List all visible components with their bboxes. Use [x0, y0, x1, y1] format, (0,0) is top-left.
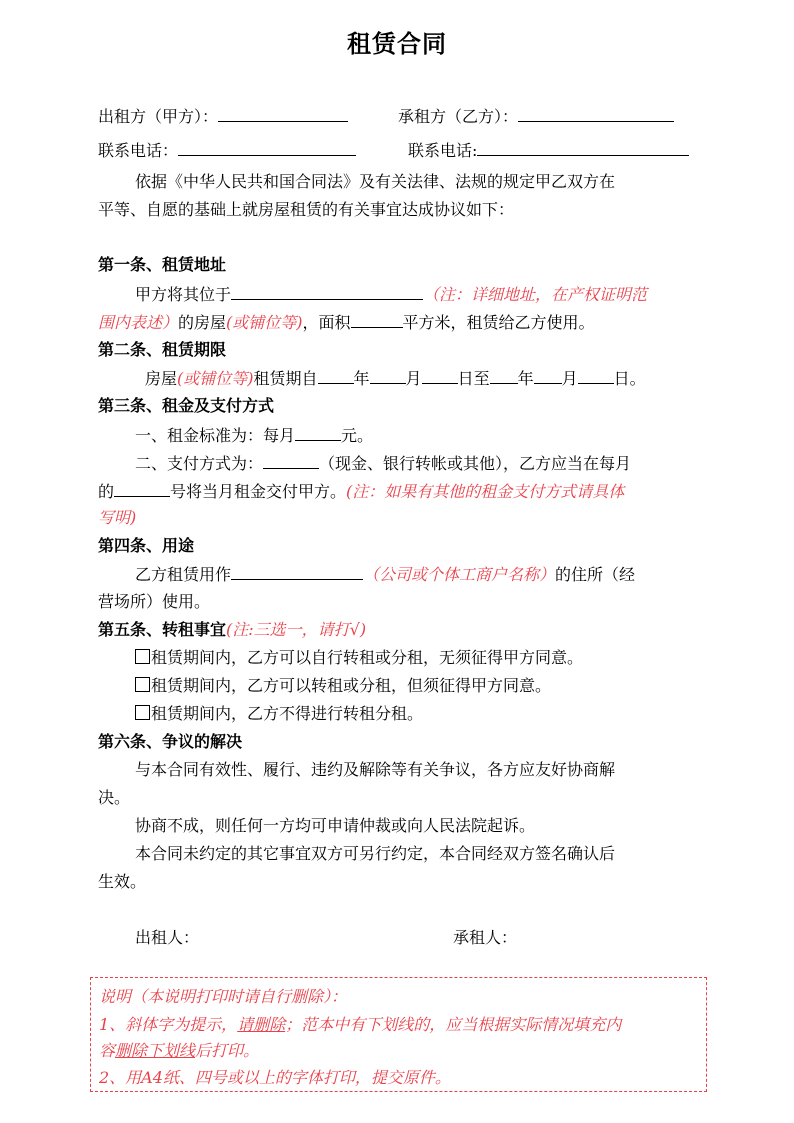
sublet-option-2 — [135, 675, 551, 697]
lessor-signature: 出租人： — [135, 928, 200, 947]
end-year-field[interactable] — [490, 367, 518, 384]
article3-note-cont: 写明) — [98, 508, 137, 527]
year-label-1: 年 — [353, 369, 370, 388]
notice-line-1 — [99, 1014, 621, 1036]
sublet-option-3-label: 租赁期间内，乙方不得进行转租分租。 — [151, 704, 424, 723]
payment-day-prefix: 的 — [98, 482, 115, 501]
article3-line-1 — [135, 424, 373, 447]
lessee-phone-field[interactable] — [477, 139, 689, 156]
article2-note: (或铺位等) — [177, 369, 254, 388]
sublet-option-3 — [135, 703, 423, 725]
end-day-field[interactable] — [578, 367, 614, 384]
lessee-signature: 承租人： — [453, 928, 518, 947]
month-label-1: 月 — [405, 369, 422, 388]
lessee-row — [398, 105, 674, 128]
lessor-phone-field[interactable] — [178, 139, 356, 156]
day-label-2: 日。 — [613, 369, 646, 388]
article1-note2: (或铺位等) — [226, 313, 303, 332]
notice-line-3: 2、用A4纸、四号或以上的字体打印，提交原件。 — [99, 1068, 451, 1087]
payment-day-desc: 号将当月租金交付甲方。 — [170, 482, 347, 501]
sublet-option-1-label: 租赁期间内，乙方可以自行转租或分租，无须征得甲方同意。 — [151, 648, 584, 667]
notice-2-underlined: 删除下划线 — [115, 1041, 196, 1060]
notice-2-b: 后打印。 — [195, 1041, 260, 1060]
article3-note: (注：如果有其他的租金支付方式请具体 — [346, 482, 625, 501]
article1-line-2 — [98, 311, 595, 334]
checkbox-option-3[interactable] — [135, 705, 150, 720]
usage-desc: 的住所（经 — [555, 565, 636, 584]
article3-heading: 第三条、租金及支付方式 — [98, 396, 275, 415]
year-label-2: 年 — [517, 369, 534, 388]
article6-p3-line-1: 本合同未约定的其它事宜双方可另行约定，本合同经双方签名确认后 — [135, 844, 616, 863]
article1-house: 的房屋 — [178, 313, 227, 332]
rent-label: 一、租金标准为：每月 — [135, 426, 296, 445]
article6-p1-line-1: 与本合同有效性、履行、违约及解除等有关争议，各方应友好协商解 — [135, 760, 616, 779]
month-label-2: 月 — [561, 369, 578, 388]
start-day-field[interactable] — [422, 367, 458, 384]
article4-line-2: 营场所）使用。 — [98, 592, 211, 611]
lessor-label: 出租方（甲方）： — [98, 107, 219, 126]
rent-amount-field[interactable] — [295, 424, 341, 441]
print-notice-box — [90, 977, 707, 1092]
article4-note: （公司或个体工商户名称） — [363, 565, 556, 584]
article2-period-label: 租赁期自 — [253, 369, 318, 388]
sublet-option-1 — [135, 647, 583, 669]
checkbox-option-2[interactable] — [135, 677, 150, 692]
payment-method-field[interactable] — [263, 452, 319, 469]
article3-line-3 — [98, 480, 624, 503]
lessor-name-field[interactable] — [218, 105, 348, 122]
checkbox-option-1[interactable] — [135, 649, 150, 664]
lessor-phone-row — [98, 139, 356, 162]
article1-prefix: 甲方将其位于 — [135, 285, 232, 304]
article1-note-cont: 围内表述） — [98, 313, 179, 332]
lessee-phone-row — [408, 139, 689, 162]
sublet-option-2-label: 租赁期间内，乙方可以转租或分租，但须征得甲方同意。 — [151, 676, 552, 695]
article5-heading: 第五条、转租事宜 — [98, 620, 227, 639]
end-month-field[interactable] — [534, 367, 562, 384]
notice-1-b: ；范本中有下划线的，应当根据实际情况填充内 — [285, 1015, 622, 1034]
article1-line-1 — [135, 283, 647, 306]
lessee-label: 承租方（乙方）： — [398, 107, 519, 126]
article3-line-2 — [135, 452, 631, 475]
article1-note: （注：详细地址，在产权证明范 — [423, 285, 648, 304]
article5-heading-row — [98, 619, 366, 641]
article2-line — [145, 367, 646, 390]
lessee-phone-label: 联系电话: — [408, 141, 478, 160]
article1-heading: 第一条、租赁地址 — [98, 255, 227, 274]
notice-1-underlined: 请删除 — [237, 1015, 286, 1034]
lessor-phone-label: 联系电话： — [98, 141, 179, 160]
article6-p2: 协商不成，则任何一方均可申请仲裁或向人民法院起诉。 — [135, 816, 536, 835]
intro-line-2: 平等、自愿的基础上就房屋租赁的有关事宜达成协议如下： — [98, 200, 515, 219]
notice-1-a: 1、斜体字为提示， — [99, 1015, 238, 1034]
article6-heading: 第六条、争议的解决 — [98, 732, 243, 751]
lessor-row — [98, 105, 348, 128]
start-month-field[interactable] — [370, 367, 406, 384]
article6-p1-line-2: 决。 — [98, 788, 131, 807]
intro-line-1: 依据《中华人民共和国合同法》及有关法律、法规的规定甲乙双方在 — [135, 172, 616, 191]
address-field[interactable] — [231, 283, 423, 300]
payment-day-field[interactable] — [114, 480, 170, 497]
article4-line-1 — [135, 563, 635, 586]
payment-method-label: 二、支付方式为： — [135, 454, 264, 473]
article1-area-label: ，面积 — [302, 313, 351, 332]
article6-p3-line-2: 生效。 — [98, 872, 147, 891]
lessee-name-field[interactable] — [518, 105, 674, 122]
article2-heading: 第二条、租赁期限 — [98, 340, 227, 359]
area-field[interactable] — [351, 311, 403, 328]
day-label-1: 日至 — [457, 369, 490, 388]
usage-label: 乙方租赁用作 — [135, 565, 232, 584]
start-year-field[interactable] — [318, 367, 354, 384]
article2-prefix: 房屋 — [145, 369, 178, 388]
notice-title: 说明（本说明打印时请自行删除）： — [99, 987, 348, 1006]
payment-method-desc: （现金、银行转帐或其他），乙方应当在每月 — [319, 454, 632, 473]
page-title: 租赁合同 — [347, 30, 447, 58]
article1-area-unit: 平方米，租赁给乙方使用。 — [402, 313, 595, 332]
usage-field[interactable] — [231, 563, 363, 580]
rent-unit: 元。 — [341, 426, 374, 445]
notice-2-a: 容 — [99, 1041, 116, 1060]
article4-heading: 第四条、用途 — [98, 536, 195, 555]
article5-note: (注:三选一，请打√) — [226, 620, 367, 639]
notice-line-2 — [99, 1040, 259, 1062]
